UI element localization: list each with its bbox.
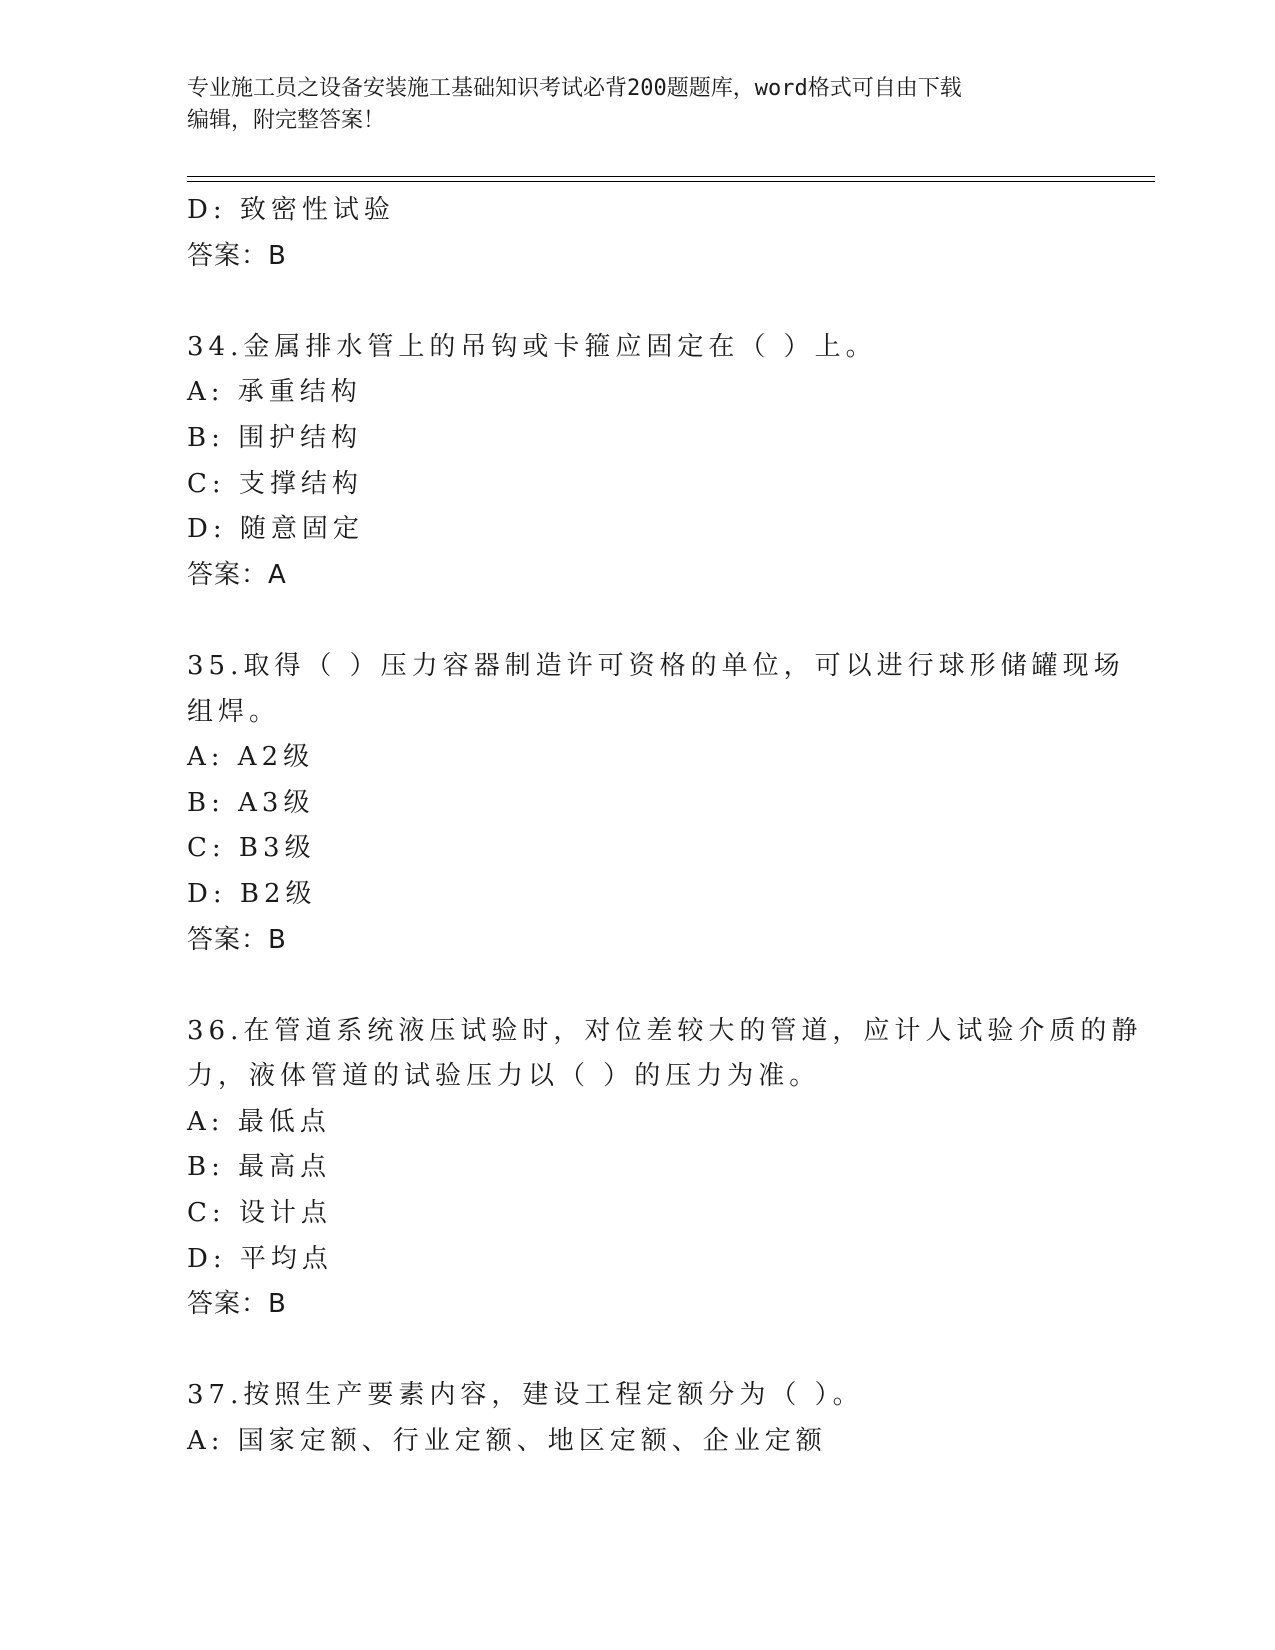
option-line: D: 平均点 (187, 1243, 333, 1274)
answer-line: 答案：A (187, 559, 287, 590)
answer-line: 答案：B (187, 1289, 287, 1320)
option-line: C: 支撑结构 (187, 468, 363, 499)
answer-line: 答案：B (187, 240, 287, 271)
answer-line: 答案：B (187, 924, 287, 955)
header-rule-top (187, 176, 1155, 177)
option-line: D: B2级 (187, 878, 317, 909)
question-text: 35.取得（ ）压力容器制造许可资格的单位，可以进行球形储罐现场 (187, 650, 1125, 681)
option-line: A: A2级 (187, 742, 315, 773)
spacer (187, 963, 1087, 1009)
question-list (187, 188, 1143, 1465)
option-line: D: 致密性试验 (187, 195, 395, 225)
option-line: C: 设计点 (187, 1198, 332, 1229)
option-line: C: B3级 (187, 833, 316, 864)
question-text: 力，液体管道的试验压力以（ ）的压力为准。 (187, 1061, 821, 1092)
spacer (187, 279, 1087, 325)
spacer (187, 1328, 1087, 1374)
question-text: 组焊。 (187, 696, 281, 727)
header-line-1: 专业施工员之设备安装施工基础知识考试必背200题题库，word格式可自由下载 (187, 76, 962, 101)
option-line: B: 围护结构 (187, 422, 363, 453)
option-line: D: 随意固定 (187, 514, 364, 545)
header-line-2: 编辑，附完整答案！ (187, 108, 386, 133)
option-line: B: A3级 (187, 787, 315, 818)
option-line: A: 最低点 (187, 1106, 331, 1137)
option-line: A: 国家定额、行业定额、地区定额、企业定额 (187, 1426, 827, 1457)
document-header (187, 73, 1087, 137)
question-text: 37.按照生产要素内容，建设工程定额分为（ ）。 (187, 1380, 864, 1411)
option-line: B: 最高点 (187, 1152, 332, 1183)
header-rule-bottom (187, 181, 1155, 182)
question-text: 36.在管道系统液压试验时，对位差较大的管道，应计人试验介质的静 (187, 1015, 1143, 1046)
spacer (187, 598, 1087, 644)
option-line: A: 承重结构 (187, 377, 362, 408)
question-text: 34.金属排水管上的吊钩或卡箍应固定在（ ）上。 (187, 331, 877, 362)
